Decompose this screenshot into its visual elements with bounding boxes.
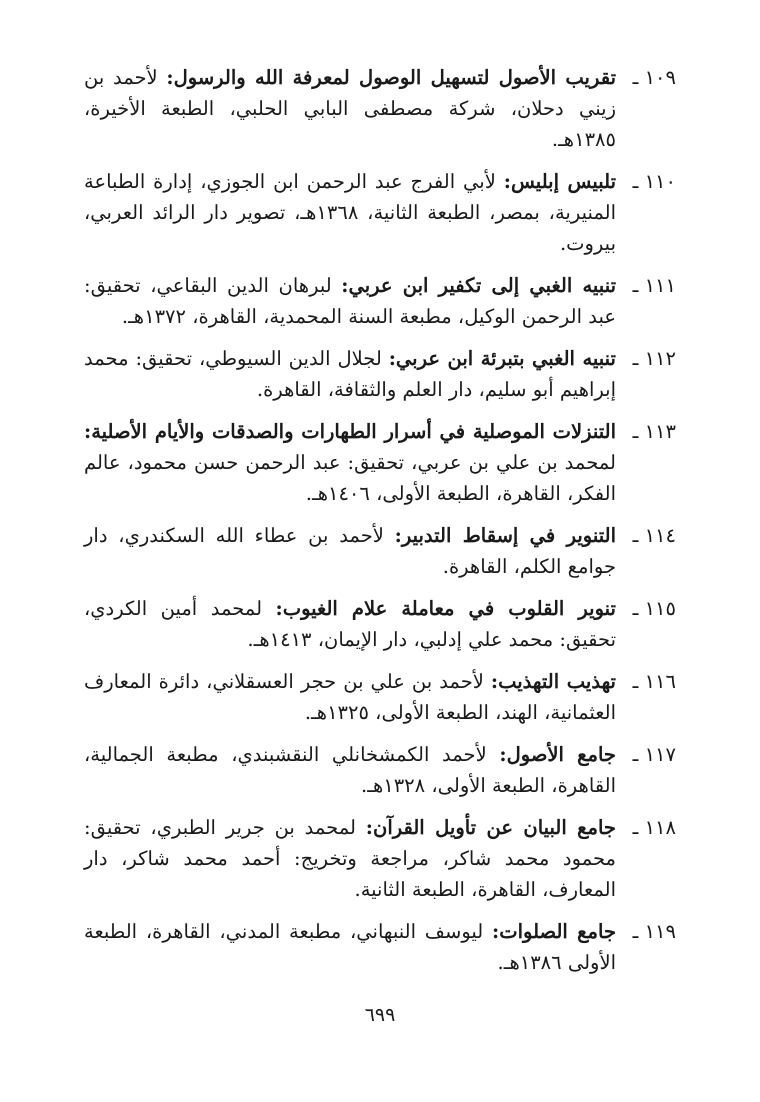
bibliography-entry: [84, 739, 676, 801]
entry-details: لجلال الدين السيوطي، تحقيق: محمد إبراهيم أبو سليم، دار العلم والثقافة، القاهرة.: [84, 347, 616, 401]
entry-number: ١١٩ ـ: [632, 920, 676, 943]
bibliography-list: [84, 62, 676, 989]
entry-text: [84, 739, 616, 801]
entry-text: [84, 416, 616, 509]
entry-text: [84, 666, 616, 728]
entry-details: لأحمد بن علي بن حجر العسقلاني، دائرة المعارف العثمانية، الهند، الطبعة الأولى، ١٣٢٥هـ.: [84, 670, 616, 724]
bibliography-entry: [84, 270, 676, 332]
entry-title: التنزلات الموصلية في أسرار الطهارات والصدقات والأيام الأصلية:: [84, 420, 616, 443]
entry-title: تهذيب التهذيب:: [490, 670, 616, 693]
bibliography-entry: [84, 916, 676, 978]
entry-text: [84, 343, 616, 405]
entry-number: ١١٤ ـ: [632, 524, 676, 547]
entry-details: لأحمد بن عطاء الله السكندري، دار جوامع الكلم، القاهرة.: [84, 524, 616, 578]
entry-text: [84, 812, 616, 905]
entry-text: [84, 593, 616, 655]
bibliography-entry: [84, 343, 676, 405]
entry-title: التنوير في إسقاط التدبير:: [394, 524, 616, 547]
entry-details: لأحمد الكمشخانلي النقشبندي، مطبعة الجمالية، القاهرة، الطبعة الأولى، ١٣٢٨هـ.: [84, 743, 616, 797]
entry-text: [84, 166, 616, 259]
entry-details: لمحمد بن علي بن عربي، تحقيق: عبد الرحمن حسن محمود، عالم الفكر، القاهرة، الطبعة الأولى، ١٤٠٦هـ.: [84, 451, 616, 505]
entry-details: لبرهان الدين البقاعي، تحقيق: عبد الرحمن الوكيل، مطبعة السنة المحمدية، القاهرة، ١٣٧٢هـ.: [84, 274, 616, 328]
entry-title: جامع الأصول:: [499, 743, 616, 766]
entry-details: ليوسف النبهاني، مطبعة المدني، القاهرة، الطبعة الأولى ١٣٨٦هـ.: [84, 920, 616, 974]
entry-number: ١١٥ ـ: [632, 597, 676, 620]
bibliography-entry: [84, 812, 676, 905]
entry-title: تلبيس إبليس:: [503, 170, 616, 193]
entry-text: [84, 520, 616, 582]
entry-details: لأبي الفرج عبد الرحمن ابن الجوزي، إدارة الطباعة المنيرية، بمصر، الطبعة الثانية، ١٣٦٨هـ، تصوير دار الرائد العربي، بيروت.: [84, 170, 616, 255]
entry-details: لأحمد بن زيني دحلان، شركة مصطفى البابي الحلبي، الطبعة الأخيرة، ١٣٨٥هـ.: [84, 66, 616, 151]
bibliography-entry: [84, 520, 676, 582]
bibliography-entry: [84, 62, 676, 155]
entry-number: ١١٣ ـ: [632, 420, 676, 443]
entry-text: [84, 916, 616, 978]
entry-title: جامع البيان عن تأويل القرآن:: [365, 816, 616, 839]
bibliography-entry: [84, 666, 676, 728]
bibliography-entry: [84, 593, 676, 655]
entry-number: ١١٦ ـ: [632, 670, 676, 693]
entry-text: [84, 62, 616, 155]
entry-number: ١٠٩ ـ: [632, 66, 676, 89]
entry-number: ١١٠ ـ: [632, 170, 676, 193]
entry-number: ١١٧ ـ: [632, 743, 676, 766]
bibliography-entry: [84, 416, 676, 509]
bibliography-entry: [84, 166, 676, 259]
entry-details: لمحمد أمين الكردي، تحقيق: محمد علي إدلبي، دار الإيمان، ١٤١٣هـ.: [84, 597, 616, 651]
entry-title: تنبيه الغبي بتبرئة ابن عربي:: [388, 347, 616, 370]
entry-title: تنبيه الغبي إلى تكفير ابن عربي:: [341, 274, 616, 297]
entry-title: جامع الصلوات:: [492, 920, 616, 943]
entry-details: لمحمد بن جرير الطبري، تحقيق: محمود محمد شاكر، مراجعة وتخريج: أحمد محمد شاكر، دار المعارف، القاهرة، الطبعة الثانية.: [84, 816, 616, 901]
entry-text: [84, 270, 616, 332]
entry-number: ١١٢ ـ: [632, 347, 676, 370]
entry-number: ١١١ ـ: [632, 274, 676, 297]
entry-title: تقريب الأصول لتسهيل الوصول لمعرفة الله والرسول:: [166, 66, 616, 89]
entry-number: ١١٨ ـ: [632, 816, 676, 839]
page-number: ٦٩٩: [364, 1004, 396, 1026]
entry-title: تنوير القلوب في معاملة علام الغيوب:: [275, 597, 616, 620]
